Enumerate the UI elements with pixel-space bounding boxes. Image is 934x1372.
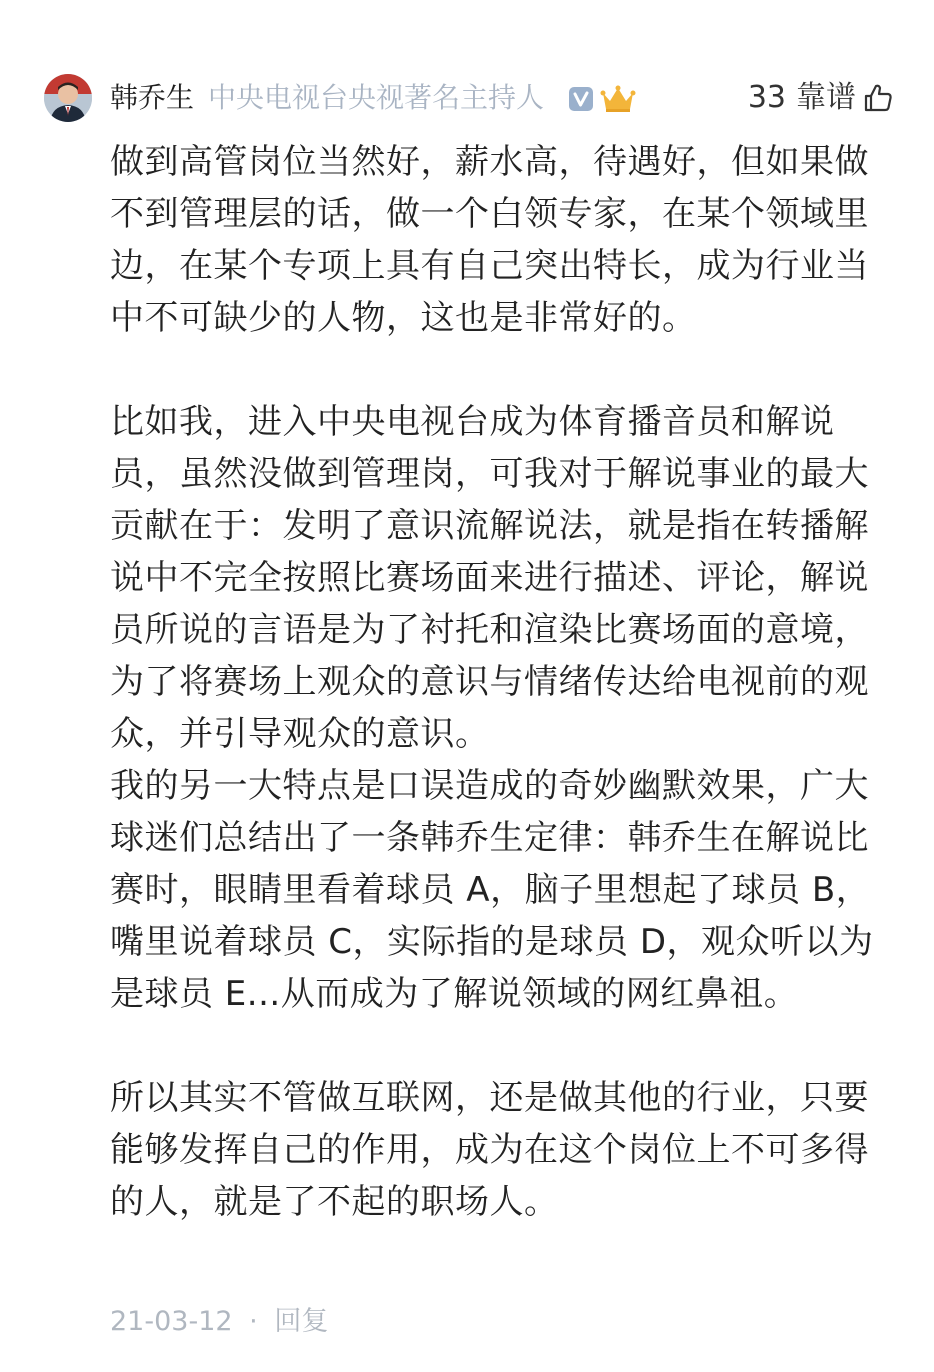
comment-paragraph-2: 比如我，进入中央电视台成为体育播音员和解说员，虽然没做到管理岗，可我对于解说事业的最大贡献在于：发明了意识流解说法，就是指在转播解说中不完全按照比赛场面来进行描述、评论，解说员所说的言语是为了衬托和渲染比赛场面的意境，为了将赛场上观众的意识与情绪传达给电视前的观众，并引导观众的意识。 [110, 402, 869, 754]
footer-separator: · [249, 1306, 258, 1337]
author-name[interactable]: 韩乔生 [110, 81, 195, 114]
comment-paragraph-1: 做到高管岗位当然好，薪水高，待遇好，但如果做不到管理层的话，做一个白领专家，在某个领域里边，在某个专项上具有自己突出特长，成为行业当中不可缺少的人物，这也是非常好的。 [110, 142, 869, 338]
like-label: 靠谱 [796, 80, 856, 115]
author-avatar[interactable] [44, 74, 92, 122]
comment-date: 21-03-12 [110, 1306, 233, 1337]
comment-paragraph-4: 所以其实不管做互联网，还是做其他的行业，只要能够发挥自己的作用，成为在这个岗位上不可多得的人，就是了不起的职场人。 [110, 1078, 869, 1222]
thumbs-up-icon[interactable] [862, 82, 894, 114]
like-button[interactable] [748, 78, 894, 118]
comment-paragraph-3: 我的另一大特点是口误造成的奇妙幽默效果，广大球迷们总结出了一条韩乔生定律：韩乔生在解说比赛时，眼睛里看着球员 A，脑子里想起了球员 B，嘴里说着球员 C，实际指的是球员 D，观众听以为是球员 E...从而成为了解说领域的网红鼻祖。 [110, 766, 874, 1014]
comment-content [110, 136, 885, 1228]
verified-v-badge-icon [568, 86, 594, 112]
like-count: 33 [747, 80, 786, 115]
avatar-portrait-icon [44, 74, 92, 122]
author-title: 中央电视台央视著名主持人 [208, 81, 545, 114]
comment-footer [110, 1302, 328, 1342]
gold-crown-icon [600, 84, 636, 114]
reply-button[interactable]: 回复 [274, 1306, 329, 1337]
comment-header [44, 74, 894, 122]
